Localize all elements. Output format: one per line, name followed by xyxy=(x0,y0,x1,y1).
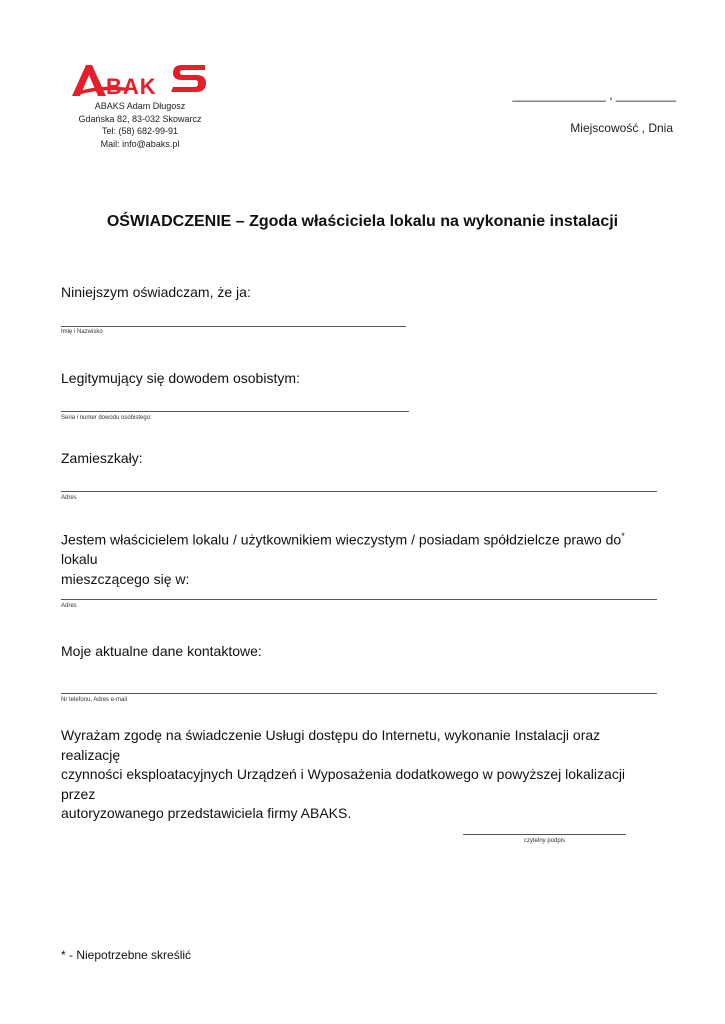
residence-label: Zamieszkały: xyxy=(61,450,143,466)
location-field-line[interactable] xyxy=(61,599,657,600)
name-caption: Imię i Nazwisko xyxy=(61,329,103,335)
residence-field-line[interactable] xyxy=(61,491,657,492)
ownership-text-2: lokalu xyxy=(61,551,98,568)
contact-field-line[interactable] xyxy=(61,693,657,694)
location-caption: Adres xyxy=(61,603,77,609)
company-mail: Mail: info@abaks.pl xyxy=(100,138,180,149)
ownership-text-3: mieszczącego się w: xyxy=(61,570,190,587)
consent-line-2: czynności eksploatacyjnych Urządzeń i Wyposażenia dodatkowego w powyższej lokalizacji przez xyxy=(61,766,626,802)
company-address: Gdańska 82, 83-032 Skowarcz xyxy=(78,113,202,124)
place-date-label: Miejscowość , Dnia xyxy=(570,121,673,135)
abaks-logo-graphic xyxy=(70,62,210,98)
company-info xyxy=(60,100,220,150)
ownership-statement xyxy=(61,527,661,589)
place-date-blank[interactable]: ______________ , _________ xyxy=(512,88,676,102)
contact-caption: Nr telefonu, Adres e-mail xyxy=(61,697,128,703)
id-caption: Seria i numer dowodu osobistego: xyxy=(61,415,152,421)
ownership-star: * xyxy=(621,531,625,541)
residence-caption: Adres xyxy=(61,495,77,501)
svg-text:BAK: BAK xyxy=(106,74,157,98)
id-field-line[interactable] xyxy=(61,411,409,412)
consent-line-3: autoryzowanego przedstawiciela firmy ABAKS. xyxy=(61,805,352,821)
signature-field-line[interactable] xyxy=(463,834,626,835)
contact-label: Moje aktualne dane kontaktowe: xyxy=(61,643,262,659)
company-name: ABAKS Adam Długosz xyxy=(94,101,186,111)
ownership-text-1: Jestem właścicielem lokalu / użytkownikiem wieczystym / posiadam spółdzielcze prawo do xyxy=(61,531,622,548)
declare-label: Niniejszym oświadczam, że ja: xyxy=(61,284,251,300)
name-field-line[interactable] xyxy=(61,326,406,327)
consent-paragraph xyxy=(61,726,661,824)
company-phone: Tel: (58) 682-99-91 xyxy=(101,126,179,136)
footnote: * - Niepotrzebne skreślić xyxy=(61,948,192,962)
document-title: OŚWIADCZENIE – Zgoda właściciela lokalu na wykonanie instalacji xyxy=(106,213,619,230)
id-label: Legitymujący się dowodem osobistym: xyxy=(61,370,300,386)
consent-line-1: Wyrażam zgodę na świadczenie Usługi dostępu do Internetu, wykonanie Instalacji oraz realizację xyxy=(61,727,601,763)
signature-caption: czytelny podpis xyxy=(523,838,566,844)
abaks-logo xyxy=(70,62,210,98)
